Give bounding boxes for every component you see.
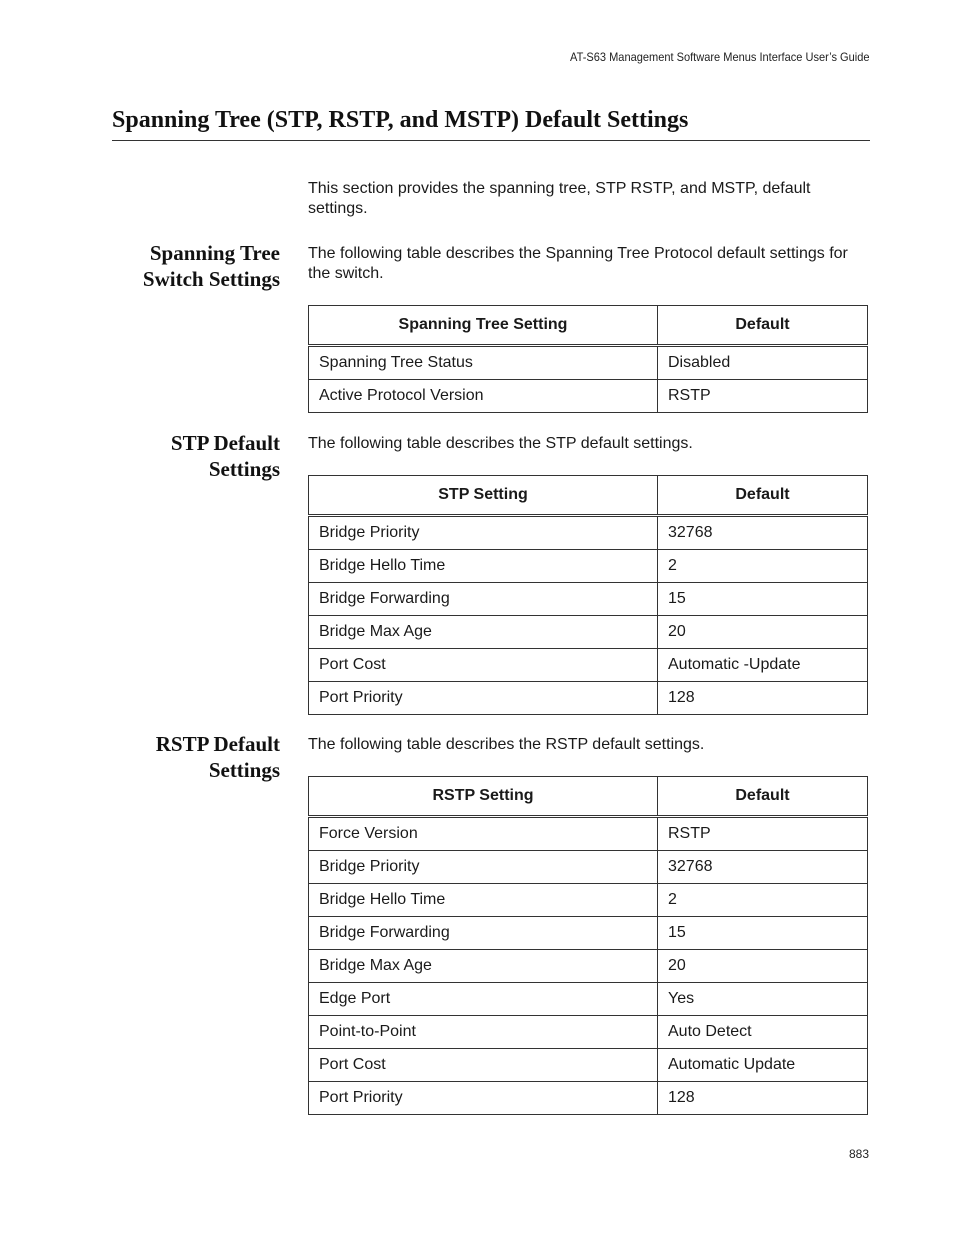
heading-line: STP Default — [170, 431, 280, 455]
setting-cell: Port Cost — [309, 1049, 658, 1082]
page-title: Spanning Tree (STP, RSTP, and MSTP) Default Settings — [112, 105, 870, 141]
intro-paragraph: This section provides the spanning tree, STP RSTP, and MSTP, default settings. — [308, 180, 811, 217]
table-header-row — [309, 306, 868, 346]
default-cell: 20 — [658, 616, 868, 649]
heading-line: Spanning Tree — [149, 241, 280, 265]
page-number: 883 — [848, 1147, 869, 1161]
table-row — [309, 817, 868, 851]
setting-cell: Active Protocol Version — [309, 380, 658, 413]
section-heading-switch-settings — [80, 240, 280, 292]
default-cell: 15 — [658, 583, 868, 616]
rstp-defaults-paragraph: The following table describes the RSTP default settings. — [308, 736, 705, 753]
table-row — [309, 380, 868, 413]
default-cell: 32768 — [658, 516, 868, 550]
table-row — [309, 1082, 868, 1115]
setting-cell: Bridge Forwarding — [309, 583, 658, 616]
setting-cell: Spanning Tree Status — [309, 346, 658, 380]
column-header-default: Default — [658, 306, 868, 346]
setting-cell: Bridge Hello Time — [309, 550, 658, 583]
setting-cell: Bridge Hello Time — [309, 884, 658, 917]
setting-cell: Force Version — [309, 817, 658, 851]
setting-cell: Bridge Priority — [309, 851, 658, 884]
setting-cell: Bridge Priority — [309, 516, 658, 550]
switch-settings-paragraph: The following table describes the Spanning Tree Protocol default settings for the switch. — [308, 245, 848, 282]
table-row — [309, 983, 868, 1016]
table-row — [309, 346, 868, 380]
setting-cell: Bridge Forwarding — [309, 917, 658, 950]
table-header-row — [309, 476, 868, 516]
column-header-setting: STP Setting — [309, 476, 658, 516]
setting-cell: Port Cost — [309, 649, 658, 682]
section-heading-stp-defaults — [80, 430, 280, 482]
column-header-setting: Spanning Tree Setting — [309, 306, 658, 346]
default-cell: 2 — [658, 550, 868, 583]
heading-line: RSTP Default — [155, 732, 280, 756]
table-row — [309, 851, 868, 884]
table-row — [309, 682, 868, 715]
default-cell: 20 — [658, 950, 868, 983]
default-cell: Automatic Update — [658, 1049, 868, 1082]
section-heading-rstp-defaults — [80, 731, 280, 783]
column-header-setting: RSTP Setting — [309, 777, 658, 817]
table-row — [309, 583, 868, 616]
setting-cell: Point-to-Point — [309, 1016, 658, 1049]
default-cell: Automatic -Update — [658, 649, 868, 682]
default-cell: Disabled — [658, 346, 868, 380]
table-row — [309, 616, 868, 649]
table-row — [309, 1016, 868, 1049]
table-row — [309, 550, 868, 583]
stp-defaults-paragraph: The following table describes the STP default settings. — [308, 435, 693, 452]
column-header-default: Default — [658, 777, 868, 817]
column-header-default: Default — [658, 476, 868, 516]
rstp-defaults-table — [308, 776, 868, 1115]
heading-line: Switch Settings — [142, 267, 280, 291]
default-cell: 128 — [658, 1082, 868, 1115]
default-cell: Auto Detect — [658, 1016, 868, 1049]
default-cell: 2 — [658, 884, 868, 917]
table-header-row — [309, 777, 868, 817]
setting-cell: Port Priority — [309, 1082, 658, 1115]
table-row — [309, 884, 868, 917]
heading-line: Settings — [208, 457, 280, 481]
setting-cell: Bridge Max Age — [309, 616, 658, 649]
default-cell: RSTP — [658, 817, 868, 851]
setting-cell: Bridge Max Age — [309, 950, 658, 983]
table-row — [309, 917, 868, 950]
heading-line: Settings — [208, 758, 280, 782]
default-cell: 32768 — [658, 851, 868, 884]
default-cell: 128 — [658, 682, 868, 715]
setting-cell: Edge Port — [309, 983, 658, 1016]
stp-defaults-table — [308, 475, 868, 715]
table-row — [309, 1049, 868, 1082]
table-row — [309, 950, 868, 983]
setting-cell: Port Priority — [309, 682, 658, 715]
running-header: AT-S63 Management Software Menus Interface User’s Guide — [569, 50, 869, 64]
switch-settings-table — [308, 305, 868, 413]
default-cell: 15 — [658, 917, 868, 950]
default-cell: Yes — [658, 983, 868, 1016]
default-cell: RSTP — [658, 380, 868, 413]
table-row — [309, 516, 868, 550]
table-row — [309, 649, 868, 682]
